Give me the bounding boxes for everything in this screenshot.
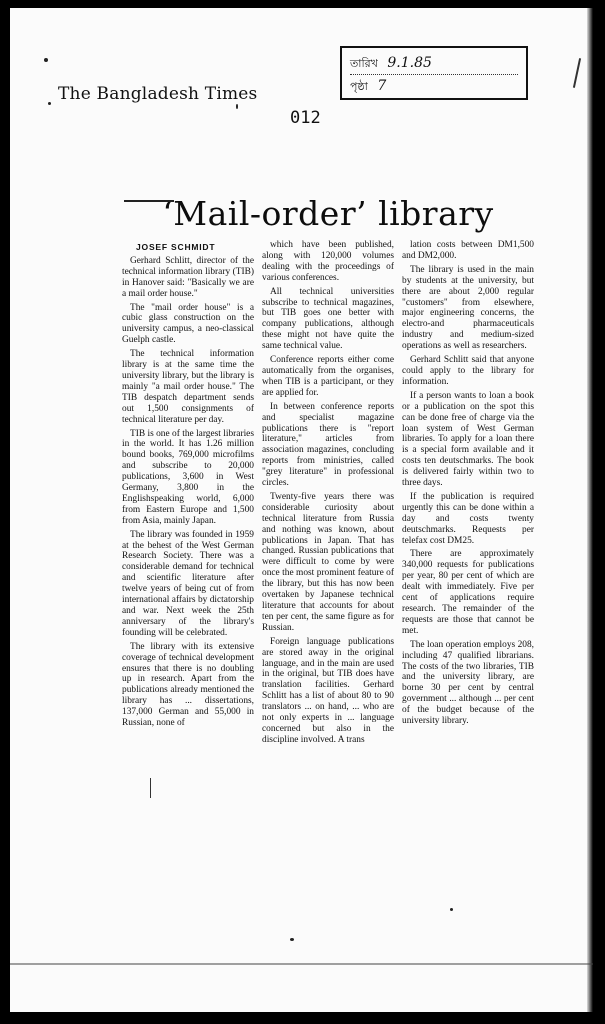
paragraph: The library with its extensive coverage of technical development ensures that there is no doubling up in research. Apart from the publications already mentioned the library has ... dissertations, 137,000 German and 55,000 in Russian, none of: [122, 641, 254, 729]
paragraph: which have been published, along with 120,000 volumes dealing with the proceedings of various conferences.: [262, 240, 394, 283]
paragraph: All technical universities subscribe to technical magazines, but TIB goes one better with company publications, although these might not have quite the same technical value.: [262, 286, 394, 352]
newspaper-masthead: The Bangladesh Times: [58, 84, 258, 104]
scan-speck: [44, 58, 48, 62]
newspaper-clipping-sheet: [10, 8, 593, 1012]
paragraph: lation costs between DM1,500 and DM2,000.: [402, 240, 534, 261]
stamp-date-value: 9.1.85: [387, 55, 432, 71]
scan-scratch: [150, 778, 151, 798]
paragraph: Conference reports either come automatically from the organises, when TIB is a participant, or they are applied for.: [262, 355, 394, 398]
article-headline: ‘Mail-order’ library: [162, 194, 494, 233]
stamp-page-row: [350, 75, 518, 97]
paragraph: The technical information library is at the same time the university library, but the library is mainly "a mail order house." The TIB despatch department sends out 1,500 consignments of technical literature per day.: [122, 349, 254, 425]
stamp-page-label: পৃষ্ঠা: [350, 80, 368, 93]
article-clipping: [118, 188, 538, 745]
stamp-date-row: [350, 52, 518, 75]
article-byline: JOSEF SCHMIDT: [136, 242, 216, 252]
article-column-1: [122, 240, 254, 749]
paragraph: There are approximately 340,000 requests for publications per year, 80 per cent of which are dealt with immediately. Five per cent of applications require research. The remainder of the requests are those that cannot be met.: [402, 549, 534, 636]
scan-scratch: [10, 963, 593, 965]
paragraph: The library is used in the main by students at the university, but there are about 2,000 regular "customers" from elsewhere, major engineering concerns, the electro-and pharmaceuticals industry and medium-sized operations as well as researchers.: [402, 264, 534, 352]
stamp-page-value: 7: [377, 78, 387, 94]
paragraph: In between conference reports and specialist magazine publications there is "report literature," articles from association magazines, concluding reports from ministries, called "grey literature" in professional circles.: [262, 401, 394, 489]
page-number: 012: [290, 108, 321, 128]
article-column-2: [262, 240, 394, 749]
paragraph: Twenty-five years there was considerable curiosity about technical literature from Russia and nothing was known, about publications in Japan. That has changed. Russian publications that were difficult to come by were once the most prominent feature of the library, but this has now been overtaken by Japanese technical literature that accounts for about ten per cent, the same figure as for Russian.: [262, 491, 394, 633]
scan-speck: [450, 908, 453, 911]
scan-speck: [290, 938, 294, 941]
headline-rule: [124, 200, 174, 202]
paragraph: TIB is one of the largest libraries in the world. It has 1.26 million bound books, 769,000 microfilms and subscribe to 20,000 publications, 3,600 in West Germany, 3,800 in the Englishspeaking world, 6,000 from Eastern Europe and 1,500 from Asia, mainly Japan.: [122, 428, 254, 526]
scan-scratch: [573, 58, 581, 88]
paragraph: The "mail order house" is a cubic glass construction on the university campus, a neo-classical Guelph castle.: [122, 302, 254, 346]
article-columns: [118, 240, 538, 749]
paragraph: Gerhard Schlitt said that anyone could apply to the library for information.: [402, 355, 534, 387]
paragraph: If the publication is required urgently this can be done within a day and costs twenty deutschmarks. Requests per telefax cost DM25.: [402, 491, 534, 546]
paragraph: The library was founded in 1959 at the behest of the West German Research Society. There was a considerable demand for technical and scientific literature after twelve years of being cut of from international affairs by dictatorship and war. Next week the 25th anniversary of the library's founding will be celebrated.: [122, 529, 254, 638]
paragraph: If a person wants to loan a book or a publication on the spot this can be done free of charge via the loan system of West German libraries. To apply for a loan there is a special form available and it costs ten deutschmarks. The book is delivered fairly within two to three days.: [402, 390, 534, 489]
scan-speck: [236, 104, 238, 109]
paragraph: Foreign language publications are stored away in the original language, and in the main are used in the original, but TIB does have translation facilities. Gerhard Schlitt has a list of about 80 to 90 translators ... on hand, ... who are not only experts in ... language concerned but also in the discipline involved. A trans: [262, 636, 394, 745]
article-column-3: [402, 240, 534, 749]
scan-speck: [48, 102, 51, 105]
date-stamp: [340, 46, 528, 100]
paragraph: The loan operation employs 208, including 47 qualified librarians. The costs of the two libraries, TIB and the university library, are borne 30 per cent by central government ... although ... per cent of the budget because of the university library.: [402, 639, 534, 727]
paper-edge: [587, 8, 593, 1012]
stamp-date-label: তারিখ: [350, 57, 378, 70]
paragraph: Gerhard Schlitt, director of the technical information library (TIB) in Hanover said: "Basically we are a mail order house.": [122, 255, 254, 299]
